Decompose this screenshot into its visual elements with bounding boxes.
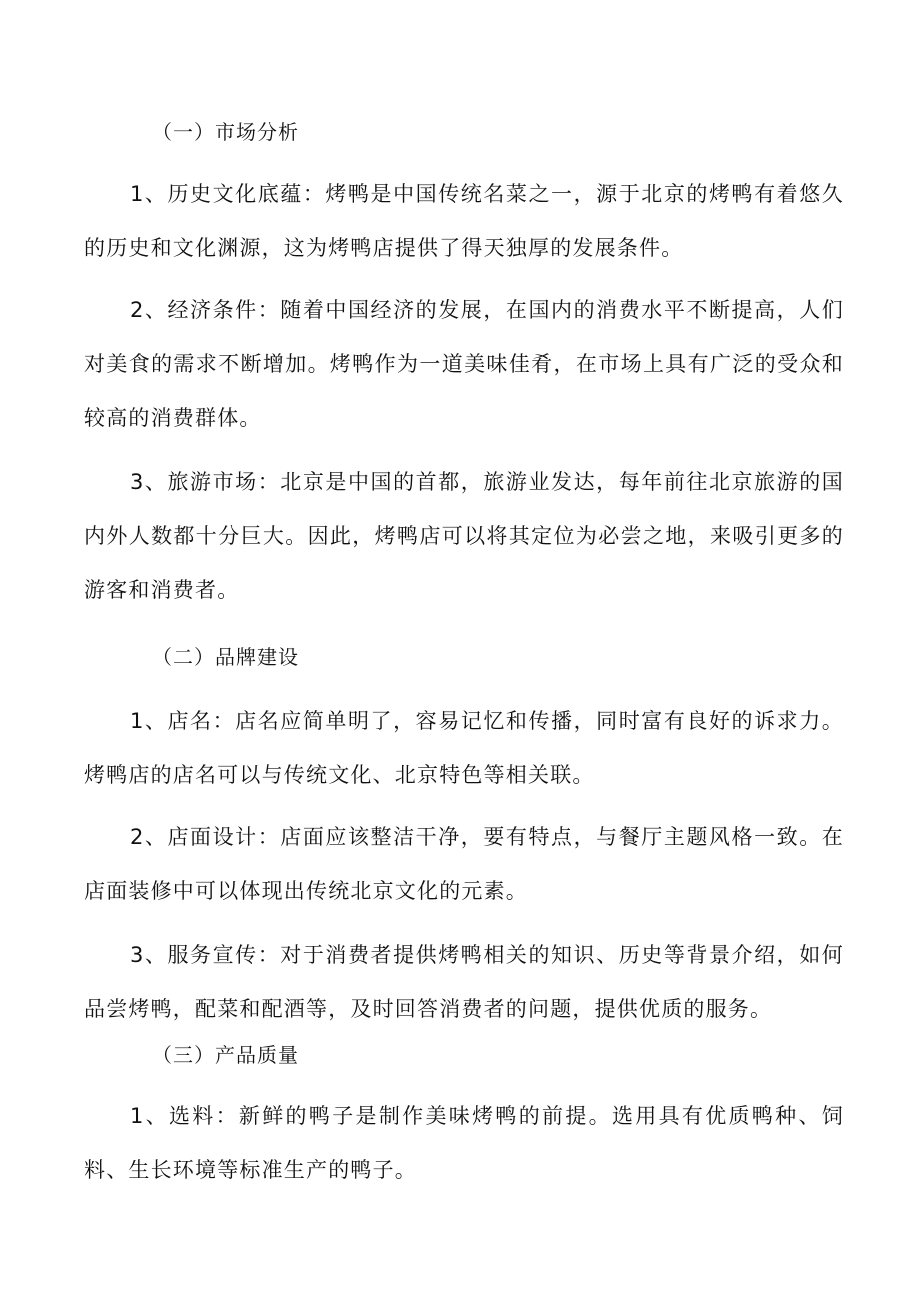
paragraph-ingredient-selection: 1、选料：新鲜的鸭子是制作美味烤鸭的前提。选用具有优质鸭种、饲料、生长环境等标准生产的鸭子。 bbox=[84, 1104, 844, 1182]
section-heading-market-analysis: （一）市场分析 bbox=[152, 120, 299, 144]
paragraph-history-culture: 1、历史文化底蕴：烤鸭是中国传统名菜之一，源于北京的烤鸭有着悠久的历史和文化渊源，这为烤鸭店提供了得天独厚的发展条件。 bbox=[84, 182, 844, 260]
paragraph-store-name: 1、店名：店名应简单明了，容易记忆和传播，同时富有良好的诉求力。烤鸭店的店名可以与传统文化、北京特色等相关联。 bbox=[84, 709, 844, 787]
paragraph-economic-conditions: 2、经济条件：随着中国经济的发展，在国内的消费水平不断提高，人们对美食的需求不断增加。烤鸭作为一道美味佳肴，在市场上具有广泛的受众和较高的消费群体。 bbox=[84, 298, 844, 430]
section-heading-product-quality: （三）产品质量 bbox=[152, 1043, 299, 1067]
paragraph-service-promotion: 3、服务宣传：对于消费者提供烤鸭相关的知识、历史等背景介绍，如何品尝烤鸭，配菜和配酒等，及时回答消费者的问题，提供优质的服务。 bbox=[84, 943, 844, 1021]
paragraph-storefront-design: 2、店面设计：店面应该整洁干净，要有特点，与餐厅主题风格一致。在店面装修中可以体现出传统北京文化的元素。 bbox=[84, 825, 844, 903]
section-heading-brand-building: （二）品牌建设 bbox=[152, 645, 299, 669]
paragraph-tourism-market: 3、旅游市场：北京是中国的首都，旅游业发达，每年前往北京旅游的国内外人数都十分巨大。因此，烤鸭店可以将其定位为必尝之地，来吸引更多的游客和消费者。 bbox=[84, 470, 844, 602]
